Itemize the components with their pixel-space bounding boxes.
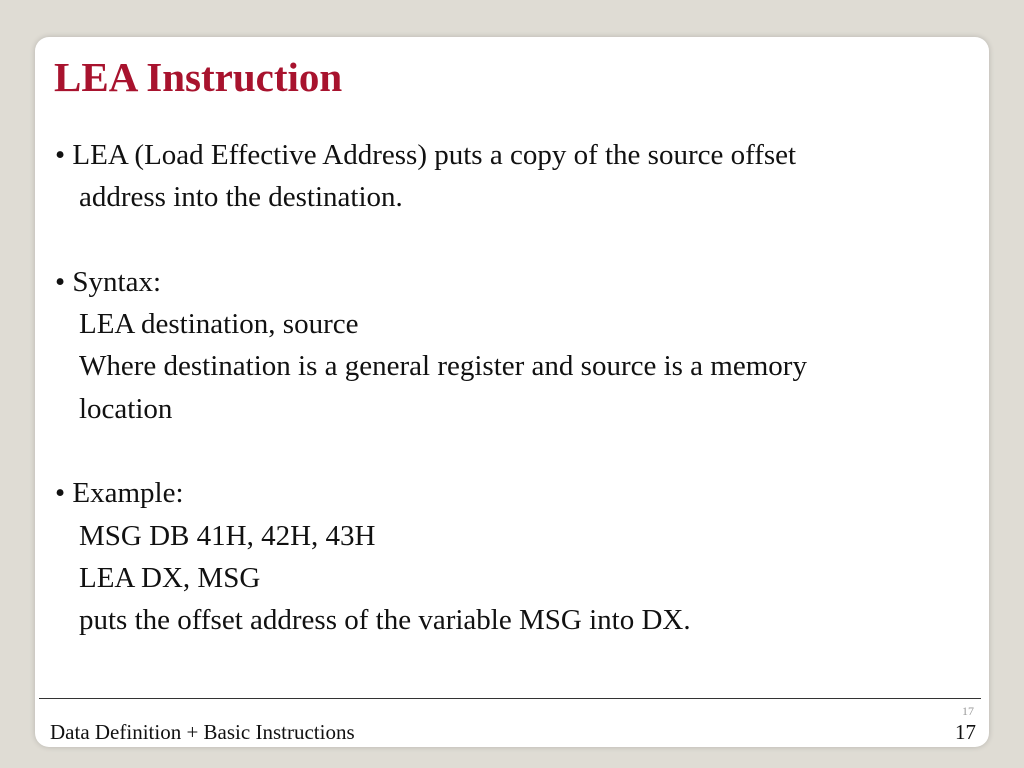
bullet-line: • Syntax: [55,265,162,298]
bullet-line: Where destination is a general register and source is a memory [79,350,807,383]
bullet-line: puts the offset address of the variable MSG into DX. [79,604,691,637]
bullet-syntax [55,261,975,430]
bullet-line: LEA destination, source [79,308,359,341]
footer-text: Data Definition + Basic Instructions [50,720,355,744]
bullet-line: • Example: [55,477,184,510]
small-slide-number: 17 [962,704,974,718]
page-number: 17 [955,720,976,744]
spacer [55,430,975,472]
slide-card [35,37,989,747]
bullet-example [55,472,975,641]
footer-divider [39,698,981,699]
bullet-line: address into the destination. [79,181,403,214]
slide-title: LEA Instruction [54,54,343,100]
bullet-line: location [79,392,173,425]
bullet-definition [55,134,975,219]
bullet-line: • LEA (Load Effective Address) puts a copy of the source offset [55,139,797,171]
slide-body [55,134,975,642]
bullet-line: MSG DB 41H, 42H, 43H [79,519,376,552]
bullet-line: LEA DX, MSG [79,561,261,594]
spacer [55,219,975,261]
